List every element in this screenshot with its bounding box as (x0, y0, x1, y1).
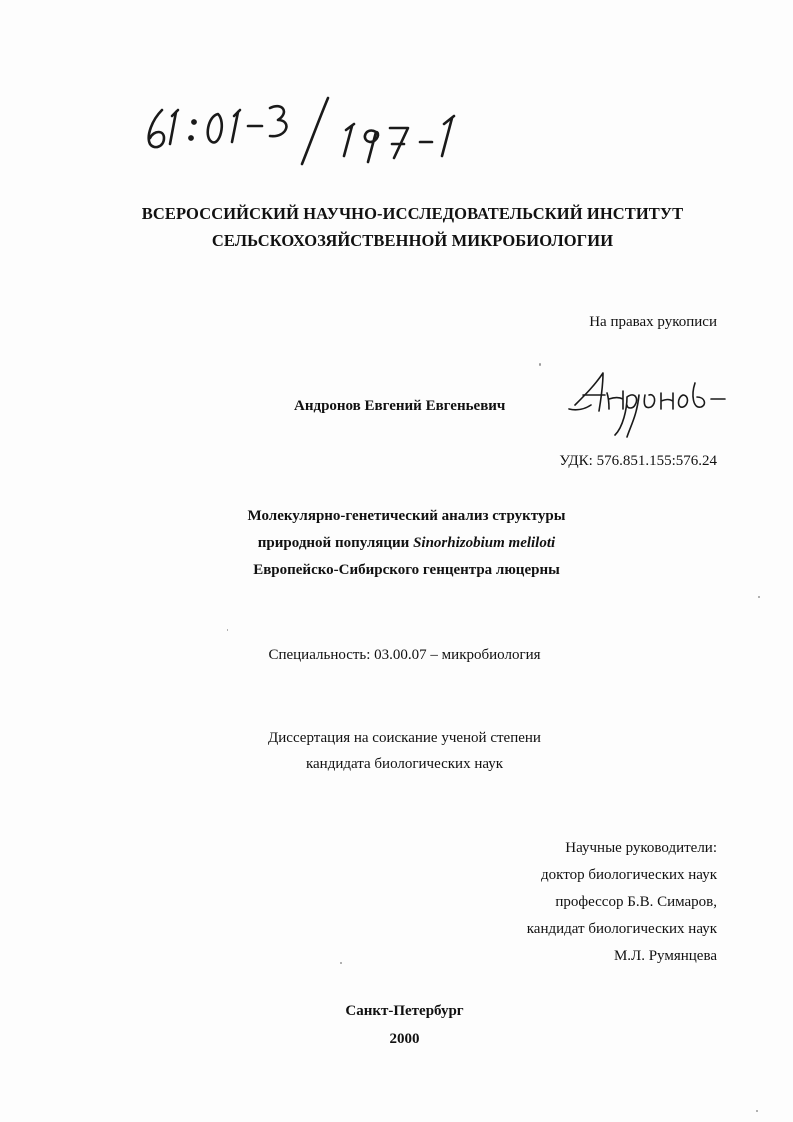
handwritten-archive-code (142, 92, 462, 172)
scan-speck (340, 962, 342, 964)
advisor-line: доктор биологических наук (541, 867, 717, 883)
author-signature (565, 365, 740, 440)
institute-name-line2: СЕЛЬСКОХОЗЯЙСТВЕННОЙ МИКРОБИОЛОГИИ (211, 231, 614, 250)
signature-drawing (565, 365, 740, 440)
city-name: Санкт-Петербург (345, 1003, 464, 1019)
thesis-title-line2-prefix: природной популяции (257, 535, 414, 551)
dissertation-line2: кандидата биологических наук (305, 756, 504, 772)
advisor-line: кандидат биологических наук (526, 921, 717, 937)
advisor-line: профессор Б.В. Симаров, (555, 894, 717, 910)
rights-note: На правах рукописи (589, 314, 717, 330)
scan-speck (756, 1110, 758, 1112)
udk-code: УДК: 576.851.155:576.24 (559, 453, 717, 469)
advisor-line: М.Л. Румянцева (613, 948, 717, 964)
thesis-title-line3: Европейско-Сибирского генцентра люцерны (253, 562, 560, 578)
thesis-title-line2 (10, 535, 793, 552)
archive-code-drawing (142, 92, 462, 172)
scan-speck (758, 596, 760, 598)
publication-year: 2000 (389, 1031, 420, 1047)
institute-name-line1: ВСЕРОССИЙСКИЙ НАУЧНО-ИССЛЕДОВАТЕЛЬСКИЙ ИНСТИТУТ (141, 204, 684, 223)
specialty-line: Специальность: 03.00.07 – микробиология (268, 647, 541, 663)
species-name: Sinorhizobium meliloti (413, 535, 556, 551)
dissertation-line1: Диссертация на соискание ученой степени (268, 730, 541, 746)
scan-speck (227, 629, 228, 631)
author-name: Андронов Евгений Евгеньевич (294, 398, 506, 414)
advisors-heading: Научные руководители: (565, 840, 717, 856)
thesis-title-line1: Молекулярно-генетический анализ структуры (247, 508, 566, 524)
scan-speck (539, 363, 541, 366)
